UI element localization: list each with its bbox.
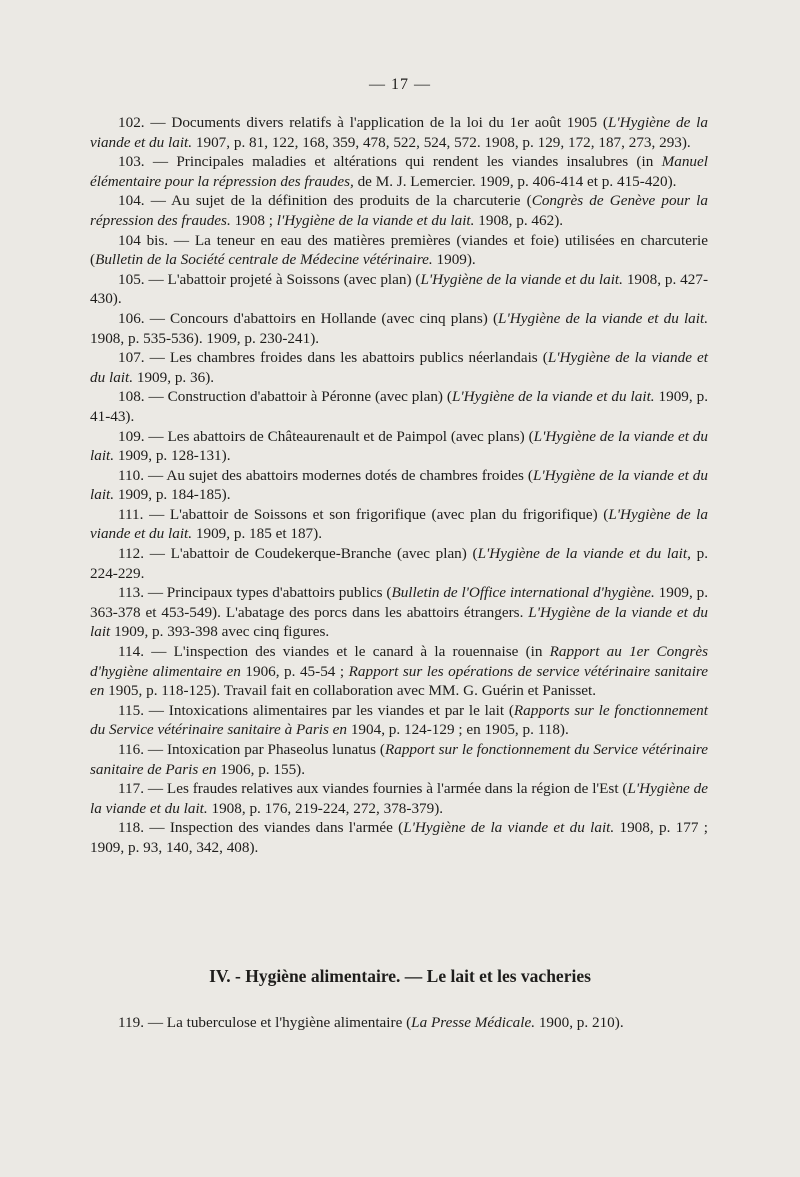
entry-number: 117. xyxy=(118,780,145,798)
entry-text: — L'abattoir projeté à Soissons (avec plan) ( xyxy=(144,270,421,288)
bibliography-entry xyxy=(90,427,708,466)
bibliography-entry xyxy=(90,270,708,309)
entry-text: — L'abattoir de Soissons et son frigorifique (avec plan du frigorifique) ( xyxy=(143,505,609,523)
entry-text: — Intoxications alimentaires par les viandes et par le lait ( xyxy=(144,701,514,719)
entry-title: l'Hygiène de la viande et du lait. xyxy=(276,211,475,229)
bibliography-entry xyxy=(90,544,708,583)
entry-text: 1909, p. 184-185). xyxy=(114,486,231,504)
entry-text: de M. J. Lemercier. 1909, p. 406-414 et p. 415-420). xyxy=(353,172,677,190)
entry-number: 107. xyxy=(118,349,145,367)
bibliography-entry xyxy=(90,1013,708,1033)
entry-text: p. 224-229. xyxy=(90,545,708,582)
entry-text: 1909, p. 41-43). xyxy=(90,388,708,425)
entry-title: L'Hygiène de la viande et du lait. xyxy=(90,466,708,504)
entry-text: 1909, p. 363-378 et 453-549). L'abatage des porcs dans les abattoirs étrangers. xyxy=(90,584,708,621)
entry-text: — L'inspection des viandes et le canard à la rouennaise (in xyxy=(144,643,550,661)
entry-title: L'Hygiène de la viande et du lait, xyxy=(477,545,691,563)
entry-text: 1909, p. 128-131). xyxy=(114,447,231,465)
entry-number: 102. xyxy=(118,114,145,131)
bibliography-list xyxy=(90,113,708,858)
entry-title: L'Hygiène de la viande et du lait xyxy=(90,603,708,641)
bibliography-entry xyxy=(90,231,708,270)
entry-text: — Documents divers relatifs à l'application de la loi du 1er août 1905 ( xyxy=(144,114,608,131)
entry-title: Congrès de Genève pour la répression des fraudes. xyxy=(90,192,708,229)
entry-text: 1908 ; xyxy=(230,211,277,229)
bibliography-entry xyxy=(90,505,708,544)
entry-text: 1909, p. 393-398 avec cinq figures. xyxy=(110,623,330,641)
entry-number: 112. xyxy=(118,545,145,563)
entry-title: L'Hygiène de la viande et du lait. xyxy=(90,780,708,817)
entry-title: L'Hygiène de la viande et du lait. xyxy=(498,309,708,327)
entry-text: 1907, p. 81, 122, 168, 359, 478, 522, 524, 572. 1908, p. 129, 172, 187, 273, 293). xyxy=(192,133,691,151)
entry-number: 103. xyxy=(118,153,145,171)
entry-text: — Principales maladies et altérations qui rendent les viandes insalubres (in xyxy=(144,153,662,171)
entry-title: Rapports sur le fonctionnement du Service vétérinaire sanitaire à Paris en xyxy=(90,701,708,739)
bibliography-entry xyxy=(90,583,708,642)
entry-text: 1904, p. 124-129 ; en 1905, p. 118). xyxy=(347,721,569,739)
entry-number: 116. xyxy=(118,741,145,758)
entry-title: L'Hygiène de la viande et du lait. xyxy=(90,505,708,543)
entry-text: — Les fraudes relatives aux viandes fournies à l'armée dans la région de l'Est ( xyxy=(144,780,628,798)
bibliography-entry xyxy=(90,191,708,230)
entry-number: 110. xyxy=(118,466,145,484)
entry-text: — Les abattoirs de Châteaurenault et de Paimpol (avec plans) ( xyxy=(144,427,534,445)
bibliography-entry xyxy=(90,740,708,779)
entry-text: — Les chambres froides dans les abattoirs publics néerlandais ( xyxy=(144,349,548,367)
entry-number: 108. xyxy=(118,388,145,406)
entry-title: Bulletin de la Société centrale de Médecine vétérinaire. xyxy=(95,251,433,269)
bibliography-entry xyxy=(90,701,708,740)
entry-number: 113. xyxy=(118,584,145,602)
entry-text: — L'abattoir de Coudekerque-Branche (avec plan) ( xyxy=(144,545,478,563)
bibliography-entry xyxy=(90,818,708,857)
entry-title: Rapport sur le fonctionnement du Service vétérinaire sanitaire de Paris en xyxy=(90,741,708,778)
entry-text: 1908, p. 535-536). 1909, p. 230-241). xyxy=(90,329,320,347)
entry-number: 111. xyxy=(118,505,144,523)
entry-text: — La teneur en eau des matières premières (viandes et foie) utilisées en charcuterie ( xyxy=(90,231,708,269)
entry-title: Rapport sur les opérations de service vétérinaire sanitaire en xyxy=(90,662,709,700)
entry-text: 1908, p. 176, 219-224, 272, 378-379). xyxy=(207,799,444,817)
entry-text: 1908, p. 462). xyxy=(474,211,564,229)
entry-number: 118. xyxy=(118,819,145,837)
entry-text: — Au sujet des abattoirs modernes dotés de chambres froides ( xyxy=(144,466,533,484)
entry-text: 1909). xyxy=(432,251,476,269)
bibliography-entry xyxy=(90,466,708,505)
bibliography-list-2 xyxy=(90,1013,708,1033)
entry-title: L'Hygiène de la viande et du lait. xyxy=(90,349,708,386)
entry-number: 114. xyxy=(118,643,145,661)
entry-text: 1908, p. 427-430). xyxy=(90,270,708,308)
page-number: — 17 — xyxy=(369,76,431,93)
entry-text: 1909, p. 36). xyxy=(133,368,215,386)
bibliography-entry xyxy=(90,152,708,191)
entry-text: 1908, p. 177 ; 1909, p. 93, 140, 342, 408). xyxy=(90,819,708,856)
entry-title: L'Hygiène de la viande et du lait. xyxy=(90,427,708,465)
entry-text: — Construction d'abattoir à Péronne (avec plan) ( xyxy=(144,388,452,406)
entry-number: 106. xyxy=(118,309,145,327)
bibliography-entry xyxy=(90,113,708,152)
entry-text: — Au sujet de la définition des produits de la charcuterie ( xyxy=(144,192,532,210)
entry-number: 104. xyxy=(118,192,145,210)
bibliography-entry xyxy=(90,779,708,818)
bibliography-entry xyxy=(90,642,708,701)
entry-text: — Inspection des viandes dans l'armée ( xyxy=(144,819,404,837)
entry-number: 109. xyxy=(118,427,145,445)
entry-text: 1909, p. 185 et 187). xyxy=(192,525,323,543)
entry-text: — La tuberculose et l'hygiène alimentaire ( xyxy=(144,1014,412,1031)
entry-title: Rapport au 1er Congrès d'hygiène alimentaire en xyxy=(90,643,708,680)
entry-title: La Presse Médicale. xyxy=(411,1014,536,1031)
entry-number: 115. xyxy=(118,701,145,719)
entry-text: 1906, p. 45-54 ; xyxy=(240,662,349,680)
entry-text: — Concours d'abattoirs en Hollande (avec cinq plans) ( xyxy=(144,309,499,327)
entry-title: L'Hygiène de la viande et du lait. xyxy=(420,270,623,288)
entry-title: L'Hygiène de la viande et du lait. xyxy=(90,114,708,151)
entry-number: 104 bis. xyxy=(118,231,169,249)
entry-title: Bulletin de l'Office international d'hygiène. xyxy=(391,584,655,602)
entry-text: — Principaux types d'abattoirs publics ( xyxy=(144,584,392,602)
entry-text: — Intoxication par Phaseolus lunatus ( xyxy=(144,741,385,758)
entry-text: 1905, p. 118-125). Travail fait en collaboration avec MM. G. Guérin et Panisset. xyxy=(104,682,597,700)
bibliography-entry xyxy=(90,387,708,426)
entry-text: 1900, p. 210). xyxy=(535,1014,624,1031)
entry-title: L'Hygiène de la viande et du lait. xyxy=(451,388,655,406)
entry-title: Manuel élémentaire pour la répression des fraudes, xyxy=(90,153,708,190)
bibliography-entry xyxy=(90,348,708,387)
entry-title: L'Hygiène de la viande et du lait. xyxy=(403,819,615,837)
entry-number: 105. xyxy=(118,270,145,288)
section-heading: IV. - Hygiène alimentaire. — Le lait et les vacheries xyxy=(209,966,591,986)
entry-text: 1906, p. 155). xyxy=(216,760,306,778)
bibliography-entry xyxy=(90,309,708,348)
entry-number: 119. xyxy=(118,1014,145,1031)
